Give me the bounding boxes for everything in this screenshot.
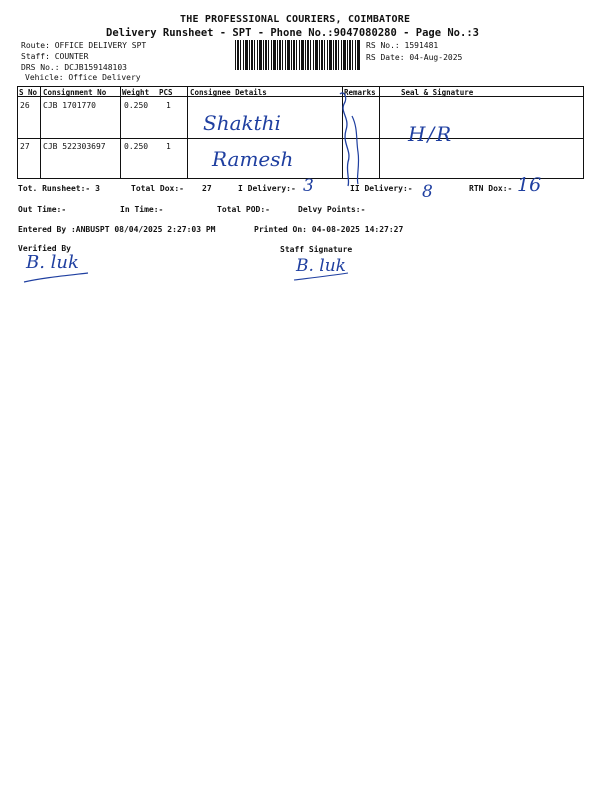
row-weight: 0.250: [124, 142, 149, 151]
table-col-border: [17, 86, 18, 178]
ii-delivery-label: II Delivery:-: [350, 184, 413, 193]
verified-by-label: Verified By: [18, 244, 71, 253]
table-col-border: [583, 86, 584, 178]
rs-number: RS No.: 1591481: [366, 41, 439, 50]
row-weight: 0.250: [124, 101, 149, 110]
tot-runsheet: Tot. Runsheet:- 3: [18, 184, 100, 193]
company-title: THE PROFESSIONAL COURIERS, COIMBATORE: [180, 14, 411, 25]
verified-by-signature: B. luk: [26, 252, 79, 273]
header-seal-signature: Seal & Signature: [401, 88, 474, 97]
table-col-border: [187, 86, 188, 178]
verified-signature-underline: [22, 270, 92, 286]
barcode-image: [235, 40, 361, 70]
in-time: In Time:-: [120, 205, 164, 214]
drs-number: DRS No.: DCJB159148103: [21, 63, 127, 72]
row-pcs: 1: [166, 101, 171, 110]
entered-by: Entered By :ANBUSPT 08/04/2025 2:27:03 PM: [18, 225, 216, 234]
printed-on: Printed On: 04-08-2025 14:27:27: [254, 225, 404, 234]
row-consignment-no: CJB 522303697: [43, 142, 106, 151]
rtn-dox-label: RTN Dox:-: [469, 184, 513, 193]
i-delivery-label: I Delivery:-: [238, 184, 296, 193]
row-pcs: 1: [166, 142, 171, 151]
i-delivery-handwriting: 3: [303, 176, 314, 196]
remarks-pen-mark: [330, 88, 390, 188]
header-consignment-no: Consignment No: [43, 88, 107, 97]
staff-signature-underline: [292, 270, 352, 284]
table-col-border: [40, 86, 41, 178]
table-bottom-border: [17, 178, 584, 179]
total-dox-label: Total Dox:-: [131, 184, 184, 193]
seal-handwriting: H/R: [408, 122, 454, 146]
total-pod: Total POD:-: [217, 205, 270, 214]
staff-signature: B. luk: [296, 256, 346, 276]
consignee-handwriting: Shakthi: [203, 111, 281, 135]
header-sno: S No: [19, 88, 38, 97]
rs-date: RS Date: 04-Aug-2025: [366, 53, 463, 62]
row-sno: 27: [20, 142, 30, 151]
staff-text: Staff: COUNTER: [21, 52, 89, 61]
runsheet-subtitle: Delivery Runsheet - SPT - Phone No.:9047080280 - Page No.:3: [106, 27, 479, 39]
staff-signature-label: Staff Signature: [280, 245, 353, 254]
rtn-dox-handwriting: 16: [517, 174, 542, 196]
consignee-handwriting: Ramesh: [212, 147, 294, 171]
delvy-points: Delvy Points:-: [298, 205, 366, 214]
header-weight: Weight: [122, 88, 150, 97]
table-row-divider: [17, 138, 584, 139]
row-consignment-no: CJB 1701770: [43, 101, 96, 110]
table-top-border: [17, 86, 584, 87]
header-remarks: Remarks: [344, 88, 376, 97]
row-sno: 26: [20, 101, 30, 110]
route-text: Route: OFFICE DELIVERY SPT: [21, 41, 147, 50]
out-time: Out Time:-: [18, 205, 67, 214]
table-col-border: [120, 86, 121, 178]
ii-delivery-handwriting: 8: [422, 182, 433, 202]
header-consignee-details: Consignee Details: [190, 88, 267, 97]
header-pcs: PCS: [159, 88, 173, 97]
total-dox-value: 27: [202, 184, 212, 193]
vehicle-text: Vehicle: Office Delivery: [25, 73, 141, 82]
